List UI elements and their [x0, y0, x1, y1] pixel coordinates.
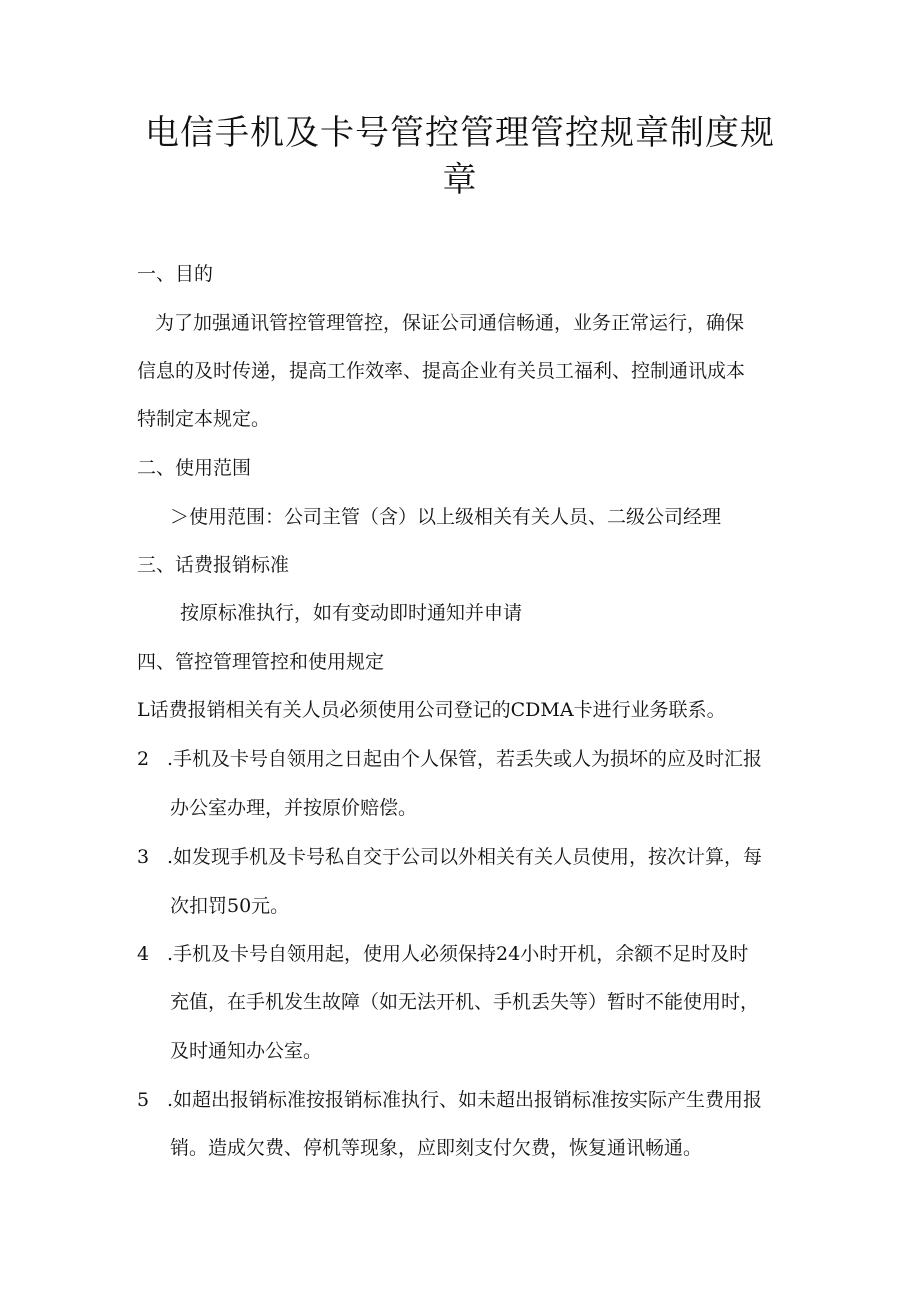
rule-item-2-line-2: 办公室办理，并按原价赔偿。 [170, 797, 418, 819]
document-title-line-2: 章 [442, 160, 478, 200]
rule-item-1: L话费报销相关有关人员必须使用公司登记的CDMA卡进行业务联系。 [137, 699, 726, 721]
purpose-paragraph-line-1: 为了加强通讯管控管理管控，保证公司通信畅通，业务正常运行，确保 [155, 312, 745, 334]
rule-item-3-line-1 [137, 845, 762, 869]
rule-item-3-number: 3 [137, 846, 150, 868]
rule-item-2-number: 2 [137, 748, 150, 770]
purpose-paragraph-line-3: 特制定本规定。 [137, 408, 271, 430]
rule-item-4-line-1 [137, 942, 748, 966]
rule-item-5-line-2: 销。造成欠费、停机等现象，应即刻支付欠费，恢复通讯畅通。 [170, 1137, 703, 1159]
rule-item-4-line-3: 及时通知办公室。 [170, 1040, 323, 1062]
rule-item-2-line-1 [137, 747, 762, 771]
rule-item-3-text: .如发现手机及卡号私自交于公司以外相关有关人员使用，按次计算，每 [167, 846, 763, 868]
rule-item-2-text: .手机及卡号自领用之日起由个人保管，若丢失或人为损坏的应及时汇报 [167, 748, 763, 770]
rule-item-3-line-2: 次扣罚50元。 [170, 895, 290, 917]
rule-item-4-text: .手机及卡号自领用起，使用人必须保持24小时开机，余额不足时及时 [167, 943, 749, 965]
rule-item-4-line-2: 充值，在手机发生故障（如无法开机、手机丢失等）暂时不能使用时， [170, 991, 760, 1013]
section-heading-reimbursement: 三、话费报销标准 [137, 554, 290, 576]
rule-item-5-number: 5 [137, 1089, 150, 1111]
section-heading-scope: 二、使用范围 [137, 457, 252, 479]
purpose-paragraph-line-2: 信息的及时传递，提高工作效率、提高企业有关员工福利、控制通讯成本 [137, 360, 746, 382]
rule-item-5-line-1 [137, 1088, 762, 1112]
document-title-line-1: 电信手机及卡号管控管理管控规章制度规 [145, 113, 775, 153]
rule-item-4-number: 4 [137, 943, 150, 965]
reimbursement-line: 按原标准执行，如有变动即时通知并申请 [180, 602, 523, 624]
section-heading-rules: 四、管控管理管控和使用规定 [137, 651, 385, 673]
section-heading-purpose: 一、目的 [137, 263, 214, 285]
scope-line: ＞使用范围：公司主管（含）以上级相关有关人员、二级公司经理 [170, 506, 722, 528]
rule-item-5-text: .如超出报销标准按报销标准执行、如未超出报销标准按实际产生费用报 [167, 1089, 763, 1111]
